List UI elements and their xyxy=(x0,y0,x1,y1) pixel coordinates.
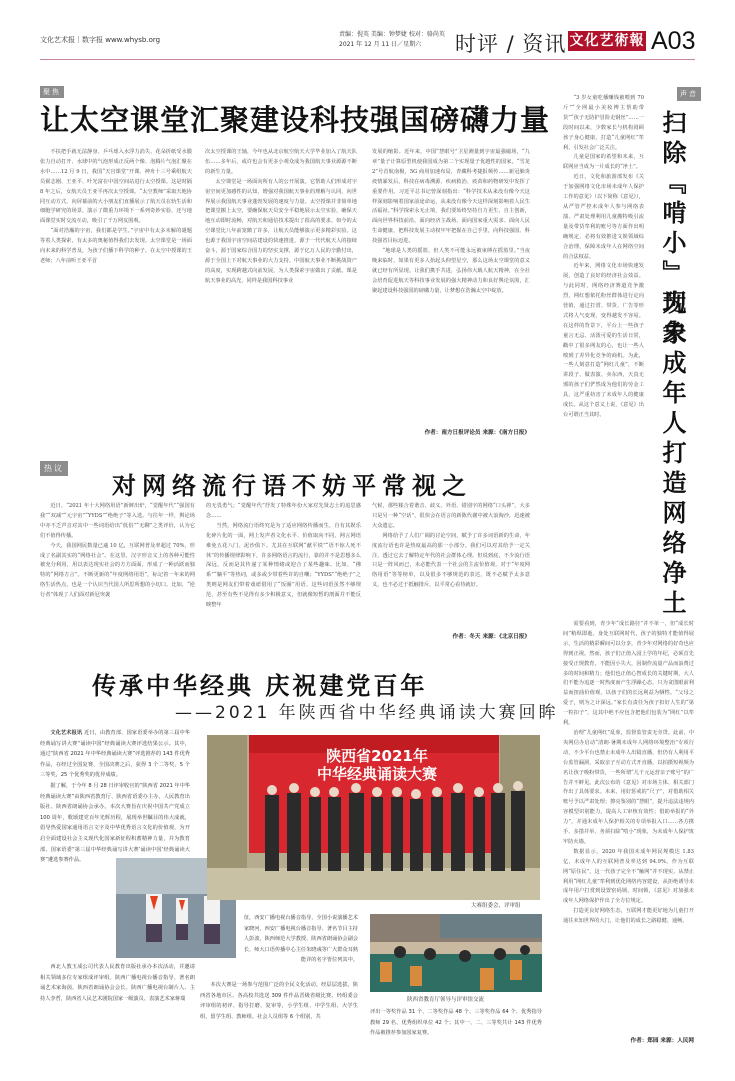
article1-column-2 xyxy=(205,148,357,438)
header-rule xyxy=(40,59,695,60)
sidebar-column-wide xyxy=(563,620,694,1050)
article1-paragraph: 不扶把手就无法静身、乒乓球入水浮力消失、花朵折纸受水膜张力自动打开、水球中的气泡形成正反两个像、泡腾片气泡汇聚在水中……12 月 9 日，我国“天宫课堂”开课。神舟十三号乘组航天员翟志刚、王亚平、叶光富在中国空间站进行太空授课。这是时隔 8 年之后，女航天员王亚平再次太空授课。“太空教师”采取天地协同互动方式，向屏幕前的大小朋友们直播展示了航天员在轨生活和细胞学研究的场景，演示了微重力环境下一系列奇妙实验，还与地面课堂实时交流互动，吸引了千万网友围观。 xyxy=(40,149,192,225)
article3-lead: 文化艺术报讯 xyxy=(50,730,83,736)
section-tag-voice: 声音 xyxy=(677,87,701,101)
sidebar-byline: 作者：郑园 来源：人民网 xyxy=(630,1038,694,1044)
meeting-photo-illustration xyxy=(370,914,542,992)
banner-line-1: 陕西省2021年 xyxy=(326,747,428,765)
article3-column-2b xyxy=(200,980,358,1060)
article3-headline: 传承中华经典 庆祝建党百年 xyxy=(92,672,428,700)
article2-headline: 对网络流行语不妨平常视之 xyxy=(112,472,472,500)
article1-headline: 让太空课堂汇聚建设科技强国磅礴力量 xyxy=(40,103,551,137)
article1-paragraph: 发展的缩影。近年来，中国“慧眼号”卫星测量到宇宙最强磁场，“九章”量子计算原型机使我国成为第二个实现量子优越性的国家，“雪龙 2”号首航南极，5G 商用加速布局，青藏科考捷报频传……新冠肺炎疫情暴发后，科技在病毒溯源、疾病救治、疫苗和药物研发中发挥了重要作用。习近平总书记曾深刻指出：“科学技术从来没有像今天这样深刻影响着国家前途命运，从来没有像今天这样深刻影响着人民生活福祉。”科学探索永无止境，我们要始终坚持自力更生、自主创新，面向世界科技前沿、面向经济主战场、面向国家重大需求、面向人民生命健康，把科技发展主动权牢牢把握在自己手里，向科技强国、科技强省目标迈进。 xyxy=(372,149,530,245)
sidebar-headline-part1: 扫除『啃小』现象 xyxy=(658,110,686,350)
article3-column-3 xyxy=(370,1007,542,1063)
article2-paragraph: 近日，“2021 年十大网络用语”新鲜出炉，“觉醒年代”“强国有我”“双减”“元宇宙”“YYDS”“绝绝子”等入选。与往年一样，舆论场中亦不乏声音对其中一些词语给出“低俗”“无聊”之类评价，认为它们不值得传播。 xyxy=(40,503,195,539)
article1-column-1 xyxy=(40,148,192,438)
sidebar-paragraph: 需要看到，青少年“成长路径”并不单一，但“成长时间”稍纵即逝。身处互联网时代，孩子的独特才能值得展示，生活的精彩瞬间可以分享，青少年对网络的好奇也应得到正视。然而，孩子们正值入园上学的年纪，必须首先接受正规教育，不能因小失大，因制作流量产品而浪费过多的时间和精力；他们也正值心智成长的关键时期，大人们不能为追逐一时热度而产生浮躁心态，只为贪图眼前利益而扭曲价值观，以孩子们的长远利益为牺牲。“父母之爱子，则为之计深远。”家长有责任为孩子扣好人生的“第一粒扣子”，这其中绝不应包含把他们包装为“网红”以牟利。 xyxy=(563,621,694,727)
sidebar-headline-part2: 为未成年人打造网络净土 xyxy=(658,290,686,620)
banner-line-2: 中华经典诵读大赛 xyxy=(317,765,438,783)
sidebar-paragraph: 近年来，网络文化市场快速发展，创造了良好的经济社会效益。与此同时，网络经济赛道竞争激烈，网红想依托粉丝群体进行定向营销，通过打赏、带货、广告等形式将人气变现，变得越发不容易。在这样的背景下，平台上一些孩子童言无忌、活泼可爱的生活日常，戳中了很多网友的心，也让一些人嗅到了差异化竞争的商机。为此，一些人刻意打造“网红儿童”，不断讲段子、做表演、卖东西，天真无邪的孩子们俨然成为他们的劳金工具，这严重妨害了未成年人的健康成长。从这个意义上说，《意见》出台可谓正当其时。 xyxy=(563,263,644,418)
article2-byline: 作者：冬天 来源：《北京日报》 xyxy=(452,634,530,640)
photo-group xyxy=(207,735,540,900)
issue-date: 2021 年 12 月 11 日／星期六 xyxy=(339,41,422,48)
article3-paragraph: 西北人教玉成公司代表人民教育出版社承办本次活动，并邀请相关领域多位专家组成评审组。陕西广播电视台播音指导、著名朗诵艺术家海茵，陕西省朗诵协会会长、陕西广播电视台制片人、主持人李哲，陕西省人民艺术剧院国家一级演员、表演艺术家蒋瑞 xyxy=(40,964,195,1002)
article1-paragraph: “面对浩瀚的宇宙，我们都是学生。”宇宙中有太多未解的谜题等着人类探索，有太多的奥秘值得我们去发现。太空课堂是一场面向未来的科学普及，为孩子们播下科学的种子。在太空中授课的王老师；八年前听王亚平首 xyxy=(40,228,192,264)
article3-paragraph: 文化艺术报讯 近日，由教育部、国家语委举办的第三届中华经典诵写讲大赛“诵读中国”经典诵读大赛评选结果公示。其中，通过“陕西省 2021 年中华经典诵读大赛”评选推荐的 143 件优秀作品，在经过全国复赛、全国决赛之后，获得 3 个二等奖，5 个三等奖，25 个优秀奖的优异成绩。 xyxy=(40,730,190,779)
article3-subtitle: ——2021 年陕西省中华经典诵读大赛回眸 xyxy=(175,703,559,723)
article1-paragraph: 次太空授课的王轴，今年也从北京航空航天大学毕业加入了航天队伍……多年后，或许也会有更多小观众成为我国航天事业源源不断的新生力量。 xyxy=(205,149,357,175)
article2-paragraph: 今天，我国网民数量已逾 10 亿，互联网普及率超过 70%，形成了名副其实的“网络社会”。在这里，汉字形音义上的各种可能性被充分利用，用以表达现实社会的方方面面，形成了一种活跃而独特的“网络方言”。不断更新的“年度网络用语”，标记着一年来的网络生活热点，也是一个认识当代国人所思所想的小切口。比如，“逆行者”体现了人们面对新冠突袭 xyxy=(40,542,195,599)
article2-paragraph: 气候，那些糅合着谐音、歧义、外语、错别字的网络“口头禅”，大多只是另一种“空话”，很快会在语言的新陈代谢中被大浪淘沙，迅速被大众遗忘。 xyxy=(372,503,530,529)
article1-paragraph: “地球是人类的摇篮，但人类不可能永远被束缚在摇篮里。”当夜晚来临时，如果有更多人抬起头仰望星空，那么这场太空课堂的意义就已经有所显现。让我们携手共进，弘扬伟大载人航天精神，在全社会培育促进航天等科技事业发展的强大精神动力和良好舆论氛围，汇聚起建设科技强国的磅礴力量，让梦想在浩瀚太空中绽放。 xyxy=(372,248,530,294)
article3-paragraph: 本次大赛是一场参与范围广泛的全民文化活动。经层层选拔，陕西省各地市区、各高校共选送 309 件作品晋级省级比赛。经组委会评审组的初评、指导打磨、复审等，小学生组、中学生组、大学生组、留学生组、教师组、社会人员组等 6 个组别，共 xyxy=(200,982,358,1020)
article2-paragraph: 当然，网络流行语终究是为了适应网络传播而生，自有其娱乐化碎片化的一面，网上发声者文化水平、价值取向不同，网言网语难免五花八门、泥沙俱下。尤其在互联网“献平铁”“语不惊人死不休”的传播规律影响下，许多网络语言的流行，靠的并不是思想多么深远，反而是其传递了某种情绪或迎合了某些趣味。比如，“佛系”“躺平”等热词，或多或少带着些许的自嘲；“YYDS”“绝绝子”之类则是网友们带着戏谑借用了“饭圈”用语。这些词语虽然不够规范，甚至有些不见得有多少积极意义，但就像短暂的剖面并不能反映整年 xyxy=(206,522,361,609)
article3-column-2a xyxy=(240,913,358,979)
section-tag-focus: 聚焦 xyxy=(40,86,64,98)
sidebar-paragraph: “3 岁女童吃播赚钱被喂到 70 斤”“全网最小美妆博主帮助带货”“孩子无防护冒险走钢丝”……一段时间以来，少数家长与机构罔顾孩子身心健康，打造“儿童网红”牟利，引发社会广泛关注。 xyxy=(563,95,644,151)
sidebar-column-narrow xyxy=(563,94,644,619)
article2-column-2 xyxy=(206,502,361,652)
photo-caption-main: 大赛组委会、评审组 xyxy=(471,903,521,909)
article2-paragraph: 网络给予了人们广阔的讨论空间，赋予了许多词语新的生命，年度流行语也许是热度最高的那一小部分。我们可以对其给予一定关注，透过它去了解特定年代的社会群体心理。但说到底，不少流行语只是一阵风而已，未必能代表一个社会的主流价值观。对于“年度网络用语”等等榜单，以及很多不够规范的表达，既不必赋予太多意义，也不必过于抵触排斥，以平常心看待就好。 xyxy=(372,532,530,589)
sidebar-paragraph: 数据显示，2020 年我国未成年网民规模达 1.83 亿，未成年人的互联网普及率达到 94.9%。作为互联网“原住民”，这一代孩子完全不“触网”并不现实。从禁止利用“网红儿童”牟利到优化网络内容建设，从拒绝诱导未成年用户打赏到设置密码锁、时间锁，《意见》对加强未成年人网络保护作出了全方位规定。 xyxy=(563,848,694,905)
article1-byline: 作者：南方日报评论员 来源：《南方日报》 xyxy=(424,430,530,436)
section-tag-debate: 热议 xyxy=(40,461,68,476)
newspaper-logo: 文化艺術報 xyxy=(569,33,645,49)
sidebar-paragraph: 近日，文化和旅游部发布《关于加强网络文化市场未成年人保护工作的意见》（以下简称《意见》），从严管严控未成年人参与网络表演、严肃处理利用儿童搬特吸引流量及带货牟利的账号等方面作出明确规定，必将有效推进文娱领域综合治理，保障未成年人在网络空间的合法权益。 xyxy=(563,174,644,260)
issue-meta xyxy=(339,30,445,50)
article3-column-1b xyxy=(40,962,195,1062)
article2-column-3 xyxy=(372,502,530,627)
publication-info: 文化艺术报｜数字报 www.whysb.org xyxy=(40,36,161,44)
article3-paragraph: 评出一等奖作品 31 个、二等奖作品 48 个、三等奖作品 64 个、优秀指导教师 29 名、优秀组织单位 42 个；其中一、二、三等奖共计 143 件优秀作品被推荐参加国家复赛。 xyxy=(370,1009,542,1037)
article1-column-3 xyxy=(372,148,530,420)
article2-column-1 xyxy=(40,502,195,652)
editors-line: 责编：倪英 美编：钟梦婕 校对：骆尚英 xyxy=(339,31,445,38)
stage-banner xyxy=(317,747,437,783)
photo-caption-room: 陕西省教育厅领导与评审组交流 xyxy=(407,997,485,1003)
article3-paragraph: 据了解，于今年 8 月 28 日评审收官的“陕西省 2021 年中华经典诵读大赛”由陕西省教育厅、陕西省语委办主办，人民教育出版社、陕西省朗诵协会承办。本次大赛旨在庆祝中国共产党成立 100 周年，歌颂建党百年光辉历程，展现举世瞩目的伟大成就，倡导热爱国家通用语言文字及中华优秀语言文化的价值观，为开启全面建设社会主义现代化国家新征程积蓄精神力量，并为教育部、国家语委“第三届中华经典诵写讲大赛‘诵读中国’经典诵读大赛”遴选参赛作品。 xyxy=(40,782,190,864)
article2-paragraph: 的无畏勇气；“觉醒年代”抒发了特殊年份大家对先贤志士的追思感念…… xyxy=(206,503,361,519)
page-number: A03 xyxy=(651,27,696,55)
sidebar-paragraph: 治理“儿童网红”乱象，监督监管责无旁贷。此前，中央网信办启动“清朗·暑期未成年人网络环境整治”专项行动，不少平台也禁止未成年人出镜直播，但仍有人利用平台监管漏洞，采取亲子互动方式开直播，以拍摄短视频为名让孩子吸粉带货，一些所谓“儿千元运营亲子账号”的广告并不鲜见。此次公布的《意见》对市场主体、相关部门作出了具体要求。未来，用好惩戒的“尺子”，对借助相关账号予以严肃处理；擦亮鉴别的“慧眼”，提升违法违规内容模型识别能力，提高人工审核有效性；借助举报的“外力”，并通未成年人保护相关的专项举报入口……各方携手、多措并举，务须扫除“啃小”现象，为未成年人保护筑牢防火墙。 xyxy=(563,729,694,845)
sidebar-paragraph: 打造更良好网络生态，互联网才能更好地为儿童打开通往未知世界的大门，让他们的成长之路稳健、通畅。 xyxy=(563,908,694,925)
article3-column-1 xyxy=(40,728,190,864)
photo-meeting-room xyxy=(370,914,542,992)
section-title: 时评 / 资讯 xyxy=(455,32,567,56)
article1-paragraph: 太空课堂是一场面向所有人的公开展演。它帮助人们形成对宇宙空间更加感性的认知，增强对我国航天事业的理解与认同，向世界展示我国航天事业蓬勃发展的速度与力量。太空授课并非简单地把课堂搬上太空，要确保航天员安全平稳地展示太空实验，确保天地互动即时流畅，对航天和通信技术提出了很高的要求。如今的太空课堂比八年前宽敞了许多，让航天员能够演示更多精彩实验。这也源于我国宇宙空间站建设的快速推进，源于一代代航天人的接续奋斗，源于国家综合国力的坚实支撑，源于亿万人民的辛勤付出，源于全国上下对航天事业的大力支持。中国航天事业不断挑战资产的高度，实现跨越式向前发展，为人类探索宇宙做出了贡献。课是航天事业的高光，同样是我国科技事业 xyxy=(205,178,357,284)
sidebar-paragraph: 儿童是国家的希望和未来，互联网应当成为一片成长的“净土”。 xyxy=(563,154,644,171)
article3-paragraph: 征，西安广播电视台播音指导，全国小说演播艺术家晓河，西安广播电视台播音指导、著名节目主持人彭波，陕西师范大学教授、陕西省朗诵协会副会长、师大口语传播中心主任朱晓彧等广大群众耳熟能详的名字皆位列其中。 xyxy=(243,915,358,964)
